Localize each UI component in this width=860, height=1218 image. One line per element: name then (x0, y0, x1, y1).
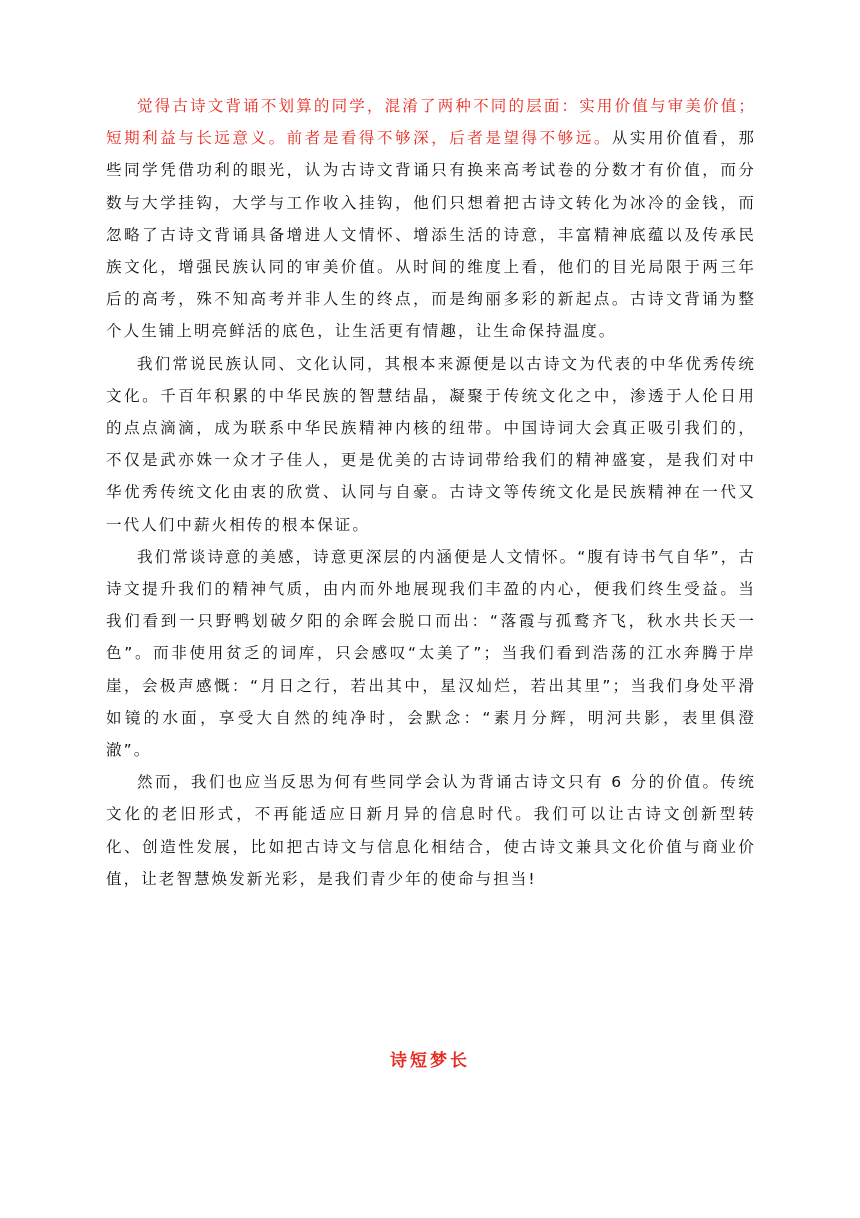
section-title: 诗短梦长 (390, 1051, 470, 1071)
paragraph-4: 然而，我们也应当反思为何有些同学会认为背诵古诗文只有 6 分的价值。传统文化的老旧形式，不再能适应日新月异的信息时代。我们可以让古诗文创新型转化、创造性发展，比如把古诗文与信息化相结合，使古诗文兼具文化价值与商业价值，让老智慧焕发新光彩，是我们青少年的使命与担当! (106, 773, 756, 888)
paragraph-2: 我们常说民族认同、文化认同，其根本来源便是以古诗文为代表的中华优秀传统文化。千百年积累的中华民族的智慧结晶，凝聚于传统文化之中，渗透于人伦日用的点点滴滴，成为联系中华民族精神内核的纽带。中国诗词大会真正吸引我们的，不仅是武亦姝一众才子佳人，更是优美的古诗词带给我们的精神盛宴，是我们对中华优秀传统文化由衷的欣赏、认同与自豪。古诗文等传统文化是民族精神在一代又一代人们中薪火相传的根本保证。 (106, 354, 756, 534)
paragraph-1 (106, 90, 756, 348)
paragraph-3: 我们常谈诗意的美感，诗意更深层的内涵便是人文情怀。“腹有诗书气自华”，古诗文提升我们的精神气质，由内而外地展现我们丰盈的内心，便我们终生受益。当我们看到一只野鸭划破夕阳的余晖会脱口而出：“落霞与孤鹜齐飞，秋水共长天一色”。而非使用贫乏的词库，只会感叹“太美了”；当我们看到浩荡的江水奔腾于岸崖，会极声感慨：“月日之行，若出其中，星汉灿烂，若出其里”；当我们身处平滑如镜的水面，享受大自然的纯净时，会默念：“素月分辉，明河共影，表里俱澄澈”。 (106, 547, 756, 760)
highlighted-thesis: 觉得古诗文背诵不划算的同学，混淆了两种不同的层面：实用价值与审美价值；短期利益与长远意义。前者是看得不够深，后者是望得不够远。 (106, 97, 756, 148)
paragraph-1-text: 从实用价值看，那些同学凭借功利的眼光，认为古诗文背诵只有换来高考试卷的分数才有价值，而分数与大学挂钩，大学与工作收入挂钩，他们只想着把古诗文转化为冰冷的金钱，而忽略了古诗文背诵具备增进人文情怀、增添生活的诗意，丰富精神底蕴以及传承民族文化，增强民族认同的审美价值。从时间的维度上看，他们的目光局限于两三年后的高考，殊不知高考并非人生的终点，而是绚丽多彩的新起点。古诗文背诵为整个人生铺上明亮鲜活的底色，让生活更有情趣，让生命保持温度。 (106, 129, 756, 341)
essay-body (106, 90, 756, 895)
